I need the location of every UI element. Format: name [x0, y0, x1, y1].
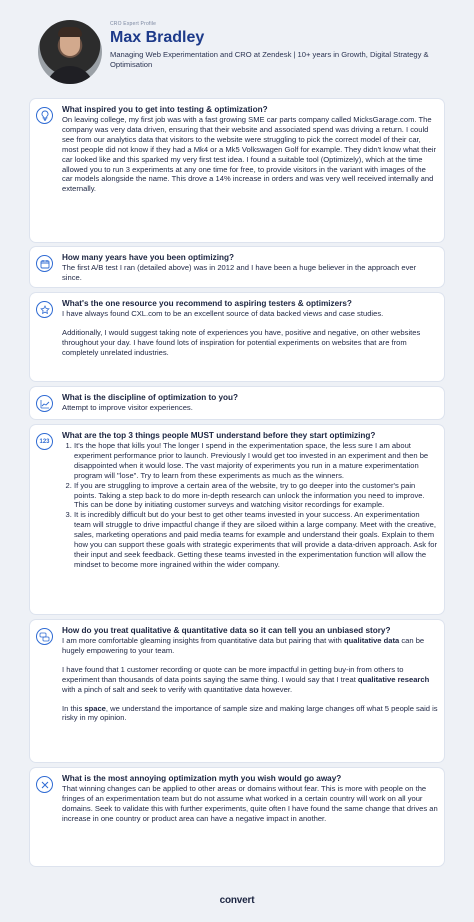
qa-card-discipline — [30, 387, 444, 419]
answer-span: can be hugely empowering to your team. — [62, 636, 425, 655]
answer-bold: qualitative research — [357, 674, 430, 684]
qa-card-inspiration — [30, 99, 444, 242]
answer-bold: qualitative data — [343, 636, 400, 645]
lightbulb-icon — [36, 107, 53, 124]
qa-card-data — [30, 620, 444, 762]
avatar-hair — [58, 27, 82, 37]
star-icon — [36, 301, 53, 318]
answer-text: Attempt to improve visitor experiences. — [62, 403, 193, 412]
answer-span: with a pinch of salt and seek to verify with quantitative data however. — [62, 684, 293, 694]
list-item: 3. It is incredibly difficult but do your best to get other teams invested in your success. An experimentation team will struggle to drive impactful change if they are siloed within a large company. Meet with the creative, sales, marketing operations and paid media teams for example and understand their goals. Explain to them how you can support these goals with strategic experiments that will provide a data-driven approach. Ask for their input and seek feedback. Getting these teams invested in the experimentation function will allow the mindset to become more ingrained within the wider company. — [74, 510, 438, 569]
answer-text: That winning changes can be applied to other areas or domains without fear. This is more with people on the fringes of an experimentation team but do not assume what worked in a certain country will work on all your domains. Seek to validate this with further experiments, quite often I have found the same change that drives an increase in one country or product area can have a negative impact in another. — [62, 784, 438, 823]
answer-span: I am more comfortable gleaming insights from quantitative data but pairing that with — [62, 636, 344, 645]
profile-eyebrow: CRO Expert Profile — [110, 21, 157, 27]
close-circle-icon — [36, 776, 53, 793]
profile-header — [38, 20, 458, 84]
profile-name: Max Bradley — [110, 29, 205, 46]
answer-text: The first A/B test I ran (detailed above) was in 2012 and I have been a huge believer in the approach ever since. — [62, 263, 417, 282]
question-text: What is the discipline of optimization to you? — [62, 393, 239, 402]
question-text: What is the most annoying optimization myth you wish would go away? — [62, 774, 342, 783]
answer-paragraph: I have always found CXL.com to be an excellent source of data backed views and case studies. — [62, 309, 384, 318]
answer-paragraph: Additionally, I would suggest taking note of experiences you have, positive and negative, on other websites throughout your day. I have found lots of inspiration for potential experiments on websites that are from completely unrelated industries. — [62, 327, 421, 357]
answer-list — [62, 441, 438, 570]
list-item: 2. If you are struggling to improve a certain area of the website, try to go deeper into the customer's pain points. Taking a step back to do more in-depth research can unlock the information you need to improve. This can be done by initiating customer surveys and watching visitor recordings for example. — [74, 481, 438, 511]
qa-card-myth — [30, 768, 444, 866]
answer-text — [62, 636, 438, 723]
numbers-123-icon: 123 — [36, 433, 53, 450]
trend-chart-icon — [36, 395, 53, 412]
answer-paragraph — [62, 704, 438, 724]
answer-span: , we understand the importance of sample size and making large changes off what 5 people said is risky in my opinion. — [62, 703, 438, 723]
qa-card-years — [30, 247, 444, 287]
convert-logo: convert — [219, 895, 255, 906]
avatar-shoulders — [46, 66, 94, 84]
question-text: How do you treat qualitative & quantitative data so it can tell you an unbiased story? — [62, 626, 391, 635]
question-text: What inspired you to get into testing & optimization? — [62, 105, 268, 114]
header-text — [110, 20, 460, 70]
chat-bubbles-icon — [36, 628, 53, 645]
question-text: How many years have you been optimizing? — [62, 253, 234, 262]
answer-span: I have found that 1 customer recording or quote can be more impactful in getting buy-in from others to experiment than thousands of data points saying the same thing. I would say that I treat — [62, 664, 404, 684]
avatar — [38, 20, 102, 84]
list-item: 1. It's the hope that kills you! The longer I spend in the experimentation space, the less sure I am about experiment performance prior to launch. Previously I would get too invested in an experiment and then be disappointed when it would lose. The vast majority of experiments you run in a mature experimentation program will "lose". Try to learn from these experiments as much as the winners. — [74, 441, 438, 481]
question-text: What are the top 3 things people MUST understand before they start optimizing? — [62, 431, 376, 440]
answer-span: In this — [62, 703, 85, 713]
qa-card-top3 — [30, 425, 444, 614]
calendar-icon — [36, 255, 53, 272]
answer-text — [62, 309, 438, 358]
answer-bold: space — [84, 703, 106, 713]
answer-text: On leaving college, my first job was with a fast growing SME car parts company called MicksGarage.com. The company was very data driven, ensuring that their website and associated spend was driving a return. I could see from our analytics data that visitors to the website were struggling to pick the correct model of their car, most people did not know if they had a Mk4 or a Mk5 Volkswagen Golf for example. They didn't know what their car looked like and this sparked my very first test idea. I found a suitable tool (Optimizely), which at the time allowed you to run 3 experiments at any one time for free, to provide visitors in the variant with images of the car models alongside the name. This drove a 14% increase in orders and was very well received internally and externally. — [62, 115, 437, 194]
profile-tagline: Managing Web Experimentation and CRO at Zendesk | 10+ years in Growth, Digital Strategy & Optimisation — [110, 50, 429, 69]
question-text: What's the one resource you recommend to aspiring testers & optimizers? — [62, 299, 352, 308]
answer-paragraph — [62, 665, 438, 695]
answer-paragraph — [62, 636, 438, 656]
qa-card-resource — [30, 293, 444, 381]
